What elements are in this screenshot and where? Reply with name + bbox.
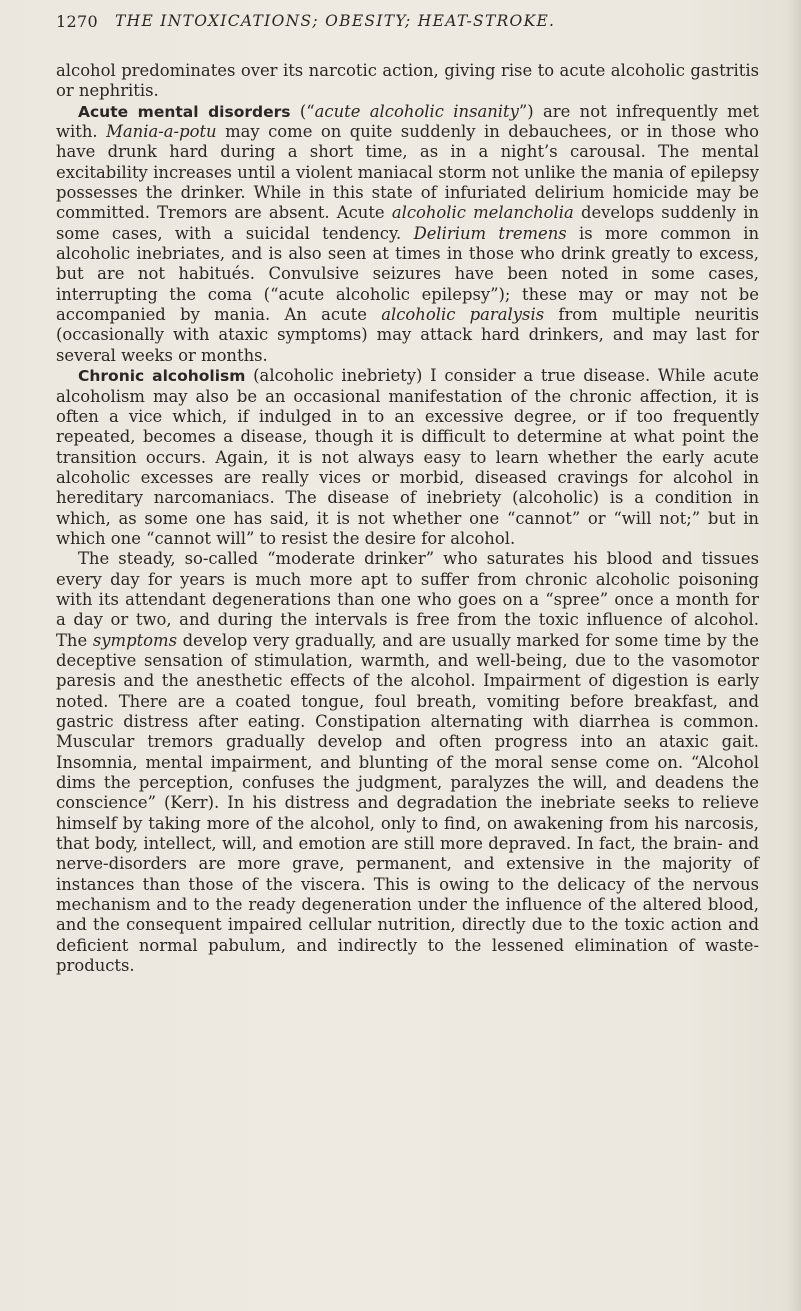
italic-term: alcoholic paralysis	[381, 305, 545, 325]
page-number: 1270	[56, 12, 98, 31]
paragraph-acute-mental-disorders: Acute mental disorders (“acute alcoholic insanity”) are not infrequently met with. Mania-a-potu may come on quite suddenly in debauchees, or in those who have drunk hard during a short time, as in a night’s carousal. The mental excitability increases until a violent maniacal storm not unlike the mania of epilepsy possesses the drinker. While in this state of infuriated delirium homicide may be committed. Tremors are absent. Acute alcoholic melancholia develops suddenly in some cases, with a suicidal tendency. Delirium tremens is more common in alcoholic inebriates, and is also seen at times in those who drink greatly to excess, but are not habitués. Convulsive seizures have been noted in some cases, interrupting the coma (“acute alcoholic epilepsy”); these may or may not be accompanied by mania. An acute alcoholic paralysis from multiple neuritis (occasionally with ataxic symptoms) may attack hard drinkers, and may last for several weeks or months.	[56, 101, 760, 365]
paragraph-continuation: alcohol predominates over its narcotic action, giving rise to acute alcoholic gastritis or nephritis.	[56, 61, 759, 101]
italic-term: symptoms	[92, 630, 177, 650]
italic-term: Delirium tremens	[413, 223, 567, 243]
italic-term: Mania-a-potu	[106, 122, 217, 142]
italic-term: acute alcoholic insanity	[314, 101, 519, 121]
running-head: THE INTOXICATIONS; OBESITY; HEAT-STROKE.	[115, 12, 556, 30]
paragraph-chronic-alcoholism: Chronic alcoholism (alcoholic inebriety) I consider a true disease. While acute alcoholism may also be an occasional manifestation of the chronic affection, it is often a vice which, if indulged in to an excessive degree, or if too frequently repeated, becomes a disease, though it is difficult to determine at what point the transition occurs. Again, it is not always easy to learn whether the early acute alcoholic excesses are really vices or morbid, diseased cravings for alcohol in hereditary narcomaniacs. The disease of inebriety (alcoholic) is a condition in which, as some one has said, it is not whether one “cannot” or “will not;” but in which one “cannot will” to resist the desire for alcohol.	[56, 366, 759, 548]
italic-term: alcoholic melancholia	[391, 203, 574, 223]
run-in-heading: Chronic alcoholism	[78, 367, 246, 386]
paragraph-steady-drinker: The steady, so-called “moderate drinker” who saturates his blood and tissues every day for years is much more apt to suffer from chronic alcoholic poisoning with its attendant degenerations than one who goes on a “spree” once a month for a day or two, and during the intervals is free from the toxic influence of alcohol. The symptoms develop very gradually, and are usually marked for some time by the deceptive sensation of stimulation, warmth, and well-being, due to the vasomotor paresis and the anesthetic effects of the alcohol. Impairment of digestion is early noted. There are a coated tongue, foul breath, vomiting before breakfast, and gastric distress after eating. Constipation alternating with diarrhea is common. Muscular tremors gradually develop and often progress into an ataxic gait. Insomnia, mental impairment, and blunting of the moral sense come on. “Alcohol dims the perception, confuses the judgment, paralyzes the will, and deadens the conscience” (Kerr). In his distress and degradation the inebriate seeks to relieve himself by taking more of the alcohol, only to find, on awakening from his narcosis, that body, intellect, will, and emotion are still more depraved. In fact, the brain- and nerve-disorders are more grave, permanent, and extensive in the majority of instances than those of the viscera. This is owing to the delicacy of the nervous mechanism and to the ready degeneration under the influence of the altered blood, and the consequent impaired cellular nutrition, directly due to the toxic action and deficient normal pabulum, and indirectly to the lessened elimination of waste-products.	[56, 549, 759, 976]
run-in-heading: Acute mental disorders	[78, 102, 291, 121]
page-edge-shadow	[787, 0, 801, 1311]
body-text	[56, 61, 759, 976]
page-header	[56, 12, 756, 36]
